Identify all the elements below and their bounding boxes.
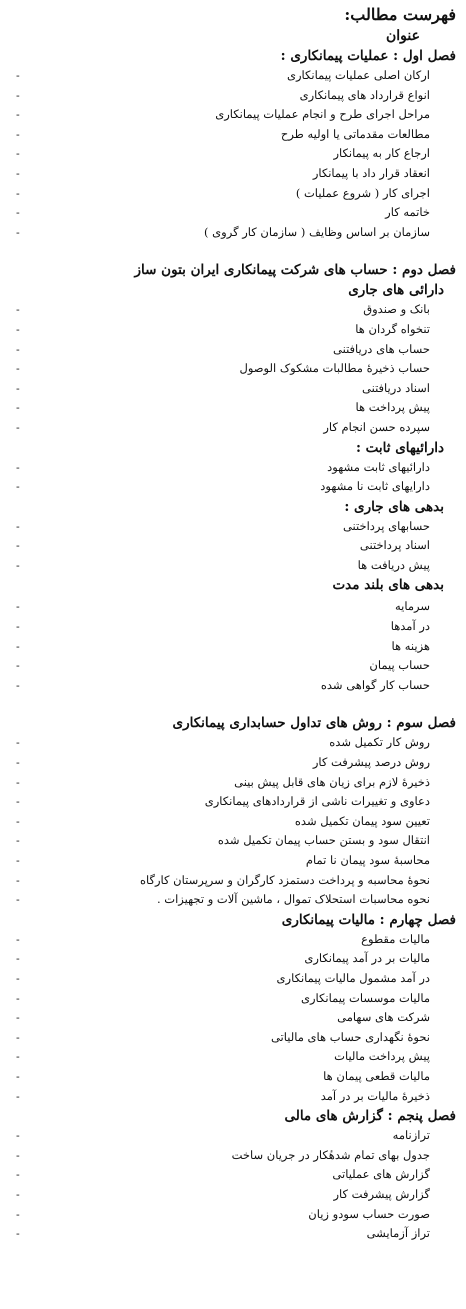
bullet-dash: -	[16, 1089, 20, 1103]
bullet-dash: -	[16, 834, 20, 848]
bullet-dash: -	[16, 206, 20, 220]
list-item: - خاتمه کار	[10, 203, 456, 223]
chapter-5-heading: فصل پنجم : گزارش های مالی	[284, 1108, 456, 1125]
bullet-dash: -	[16, 519, 20, 533]
list-item: - در آمد مشمول مالیات پیمانکاری	[10, 969, 456, 989]
bullet-dash: -	[16, 1168, 20, 1182]
long-term-liabilities-list	[10, 597, 456, 695]
section-heading-long-term-liabilities: بدهی های بلند مدت	[332, 577, 444, 594]
list-item: - حسابهای پرداختنی	[10, 517, 456, 537]
bullet-dash: -	[16, 539, 20, 553]
bullet-dash: -	[16, 639, 20, 653]
section-heading-fixed-assets: دارائیهای ثابت :	[355, 439, 444, 456]
chapter-1-list	[10, 66, 456, 242]
bullet-dash: -	[16, 186, 20, 200]
list-item: - ترازنامه	[10, 1126, 456, 1146]
bullet-dash: -	[16, 1129, 20, 1143]
section-heading-current-assets: دارائی های جاری	[348, 282, 444, 299]
bullet-dash: -	[16, 659, 20, 673]
list-item: - بانک و صندوق	[10, 300, 456, 320]
bullet-dash: -	[16, 795, 20, 809]
list-item: - دارایهای ثابت نا مشهود	[10, 477, 456, 497]
bullet-dash: -	[16, 401, 20, 415]
bullet-dash: -	[16, 381, 20, 395]
bullet-dash: -	[16, 342, 20, 356]
toc-subtitle: عنوان	[386, 28, 420, 44]
bullet-dash: -	[16, 932, 20, 946]
list-item: - سرمایه	[10, 597, 456, 617]
bullet-dash: -	[16, 736, 20, 750]
bullet-dash: -	[16, 1011, 20, 1025]
list-item: - انواع قرارداد های پیمانکاری	[10, 86, 456, 106]
list-item: - گزارش پیشرفت کار	[10, 1185, 456, 1205]
bullet-dash: -	[16, 1050, 20, 1064]
bullet-dash: -	[16, 303, 20, 317]
chapter-4-list	[10, 930, 456, 1106]
list-item: - سازمان بر اساس وظایف ( سازمان کار گروی )	[10, 223, 456, 243]
list-item: - تراز آزمایشی	[10, 1224, 456, 1244]
list-item: - حساب های دریافتنی	[10, 340, 456, 360]
section-heading-current-liabilities: بدهی های جاری :	[344, 498, 444, 515]
bullet-dash: -	[16, 362, 20, 376]
bullet-dash: -	[16, 1207, 20, 1221]
list-item: - محاسبهٔ سود پیمان نا تمام	[10, 851, 456, 871]
list-item: - تعیین سود پیمان تکمیل شده	[10, 812, 456, 832]
list-item: - پیش پرداخت ها	[10, 398, 456, 418]
list-item: - مالیات مقطوع	[10, 930, 456, 950]
list-item: - اسناد پرداختنی	[10, 536, 456, 556]
list-item: - پیش دریافت ها	[10, 556, 456, 576]
list-item: - شرکت های سهامی	[10, 1008, 456, 1028]
chapter-2-heading: فصل دوم : حساب های شرکت پیمانکاری ایران بتون ساز	[134, 262, 456, 279]
list-item: - حساب ذخیرهٔ مطالبات مشکوک الوصول	[10, 359, 456, 379]
list-item: - اسناد دریافتنی	[10, 379, 456, 399]
list-item: - گزارش های عملیاتی	[10, 1165, 456, 1185]
list-item: - ارجاع کار به پیمانکار	[10, 144, 456, 164]
bullet-dash: -	[16, 322, 20, 336]
chapter-5-list	[10, 1126, 456, 1244]
bullet-dash: -	[16, 873, 20, 887]
spacer	[10, 242, 456, 260]
bullet-dash: -	[16, 756, 20, 770]
list-item: - نحوه محاسبات استحلاک تموال ، ماشین آلات و تجهیزات .	[10, 890, 456, 910]
spacer	[10, 695, 456, 713]
list-item: - نحوهٔ نگهداری حساب های مالیاتی	[10, 1028, 456, 1048]
bullet-dash: -	[16, 971, 20, 985]
list-item: - انعقاد قرار داد با پیمانکار	[10, 164, 456, 184]
list-item: - مراحل اجرای طرح و انجام عملیات پیمانکاری	[10, 105, 456, 125]
list-item: - تنخواه گردان ها	[10, 320, 456, 340]
list-item: - در آمدها	[10, 617, 456, 637]
fixed-assets-list	[10, 458, 456, 497]
list-item: - صورت حساب سودو زیان	[10, 1205, 456, 1225]
bullet-dash: -	[16, 775, 20, 789]
bullet-dash: -	[16, 147, 20, 161]
list-item: - اجرای کار ( شروع عملیات )	[10, 184, 456, 204]
current-assets-list	[10, 300, 456, 437]
bullet-dash: -	[16, 1227, 20, 1241]
bullet-dash: -	[16, 558, 20, 572]
bullet-dash: -	[16, 225, 20, 239]
list-item: - مالیات موسسات پیمانکاری	[10, 989, 456, 1009]
list-item: - جدول بهای تمام شدهٔکار در جریان ساخت	[10, 1146, 456, 1166]
list-item: - حساب کار گواهی شده	[10, 676, 456, 696]
list-item: - سپرده حسن انجام کار	[10, 418, 456, 438]
bullet-dash: -	[16, 991, 20, 1005]
list-item: - مالیات قطعی پیمان ها	[10, 1067, 456, 1087]
bullet-dash: -	[16, 1187, 20, 1201]
bullet-dash: -	[16, 127, 20, 141]
chapter-3-heading: فصل سوم : روش های تداول حسابداری پیمانکاری	[172, 715, 456, 732]
list-item: - دعاوی و تغییرات ناشی از قراردادهای پیمانکاری	[10, 792, 456, 812]
list-item: - دارائیهای ثابت مشهود	[10, 458, 456, 478]
bullet-dash: -	[16, 620, 20, 634]
list-item: - روش درصد پیشرفت کار	[10, 753, 456, 773]
list-item: - روش کار تکمیل شده	[10, 733, 456, 753]
bullet-dash: -	[16, 460, 20, 474]
bullet-dash: -	[16, 166, 20, 180]
chapter-3-list	[10, 733, 456, 909]
bullet-dash: -	[16, 952, 20, 966]
bullet-dash: -	[16, 678, 20, 692]
bullet-dash: -	[16, 1148, 20, 1162]
bullet-dash: -	[16, 88, 20, 102]
list-item: - حساب پیمان	[10, 656, 456, 676]
bullet-dash: -	[16, 1069, 20, 1083]
list-item: - ذخیرهٔ لازم برای زیان های قابل پیش بینی	[10, 773, 456, 793]
bullet-dash: -	[16, 69, 20, 82]
bullet-dash: -	[16, 480, 20, 494]
bullet-dash: -	[16, 420, 20, 434]
list-item: - ارکان اصلی عملیات پیمانکاری	[10, 66, 456, 86]
bullet-dash: -	[16, 893, 20, 907]
chapter-4-heading: فصل چهارم : مالیات پیمانکاری	[281, 911, 456, 928]
list-item: - پیش پرداخت مالیات	[10, 1047, 456, 1067]
chapter-1-heading: فصل اول : عملیات پیمانکاری :	[280, 48, 456, 64]
bullet-dash: -	[16, 600, 20, 614]
list-item: - ذخیرهٔ مالیات بر در آمد	[10, 1087, 456, 1107]
list-item: - مطالعات مقدماتی یا اولیه طرح	[10, 125, 456, 145]
list-item: - هزینه ها	[10, 637, 456, 657]
bullet-dash: -	[16, 108, 20, 122]
bullet-dash: -	[16, 814, 20, 828]
bullet-dash: -	[16, 854, 20, 867]
list-item: - مالیات بر در آمد پیمانکاری	[10, 949, 456, 969]
list-item: - انتقال سود و بستن حساب پیمان تکمیل شده	[10, 831, 456, 851]
list-item: - نحوهٔ محاسبه و پرداخت دستمزد کارگران و سرپرستان کارگاه	[10, 871, 456, 891]
toc-title: فهرست مطالب:	[344, 5, 456, 24]
bullet-dash: -	[16, 1030, 20, 1044]
current-liabilities-list	[10, 517, 456, 576]
